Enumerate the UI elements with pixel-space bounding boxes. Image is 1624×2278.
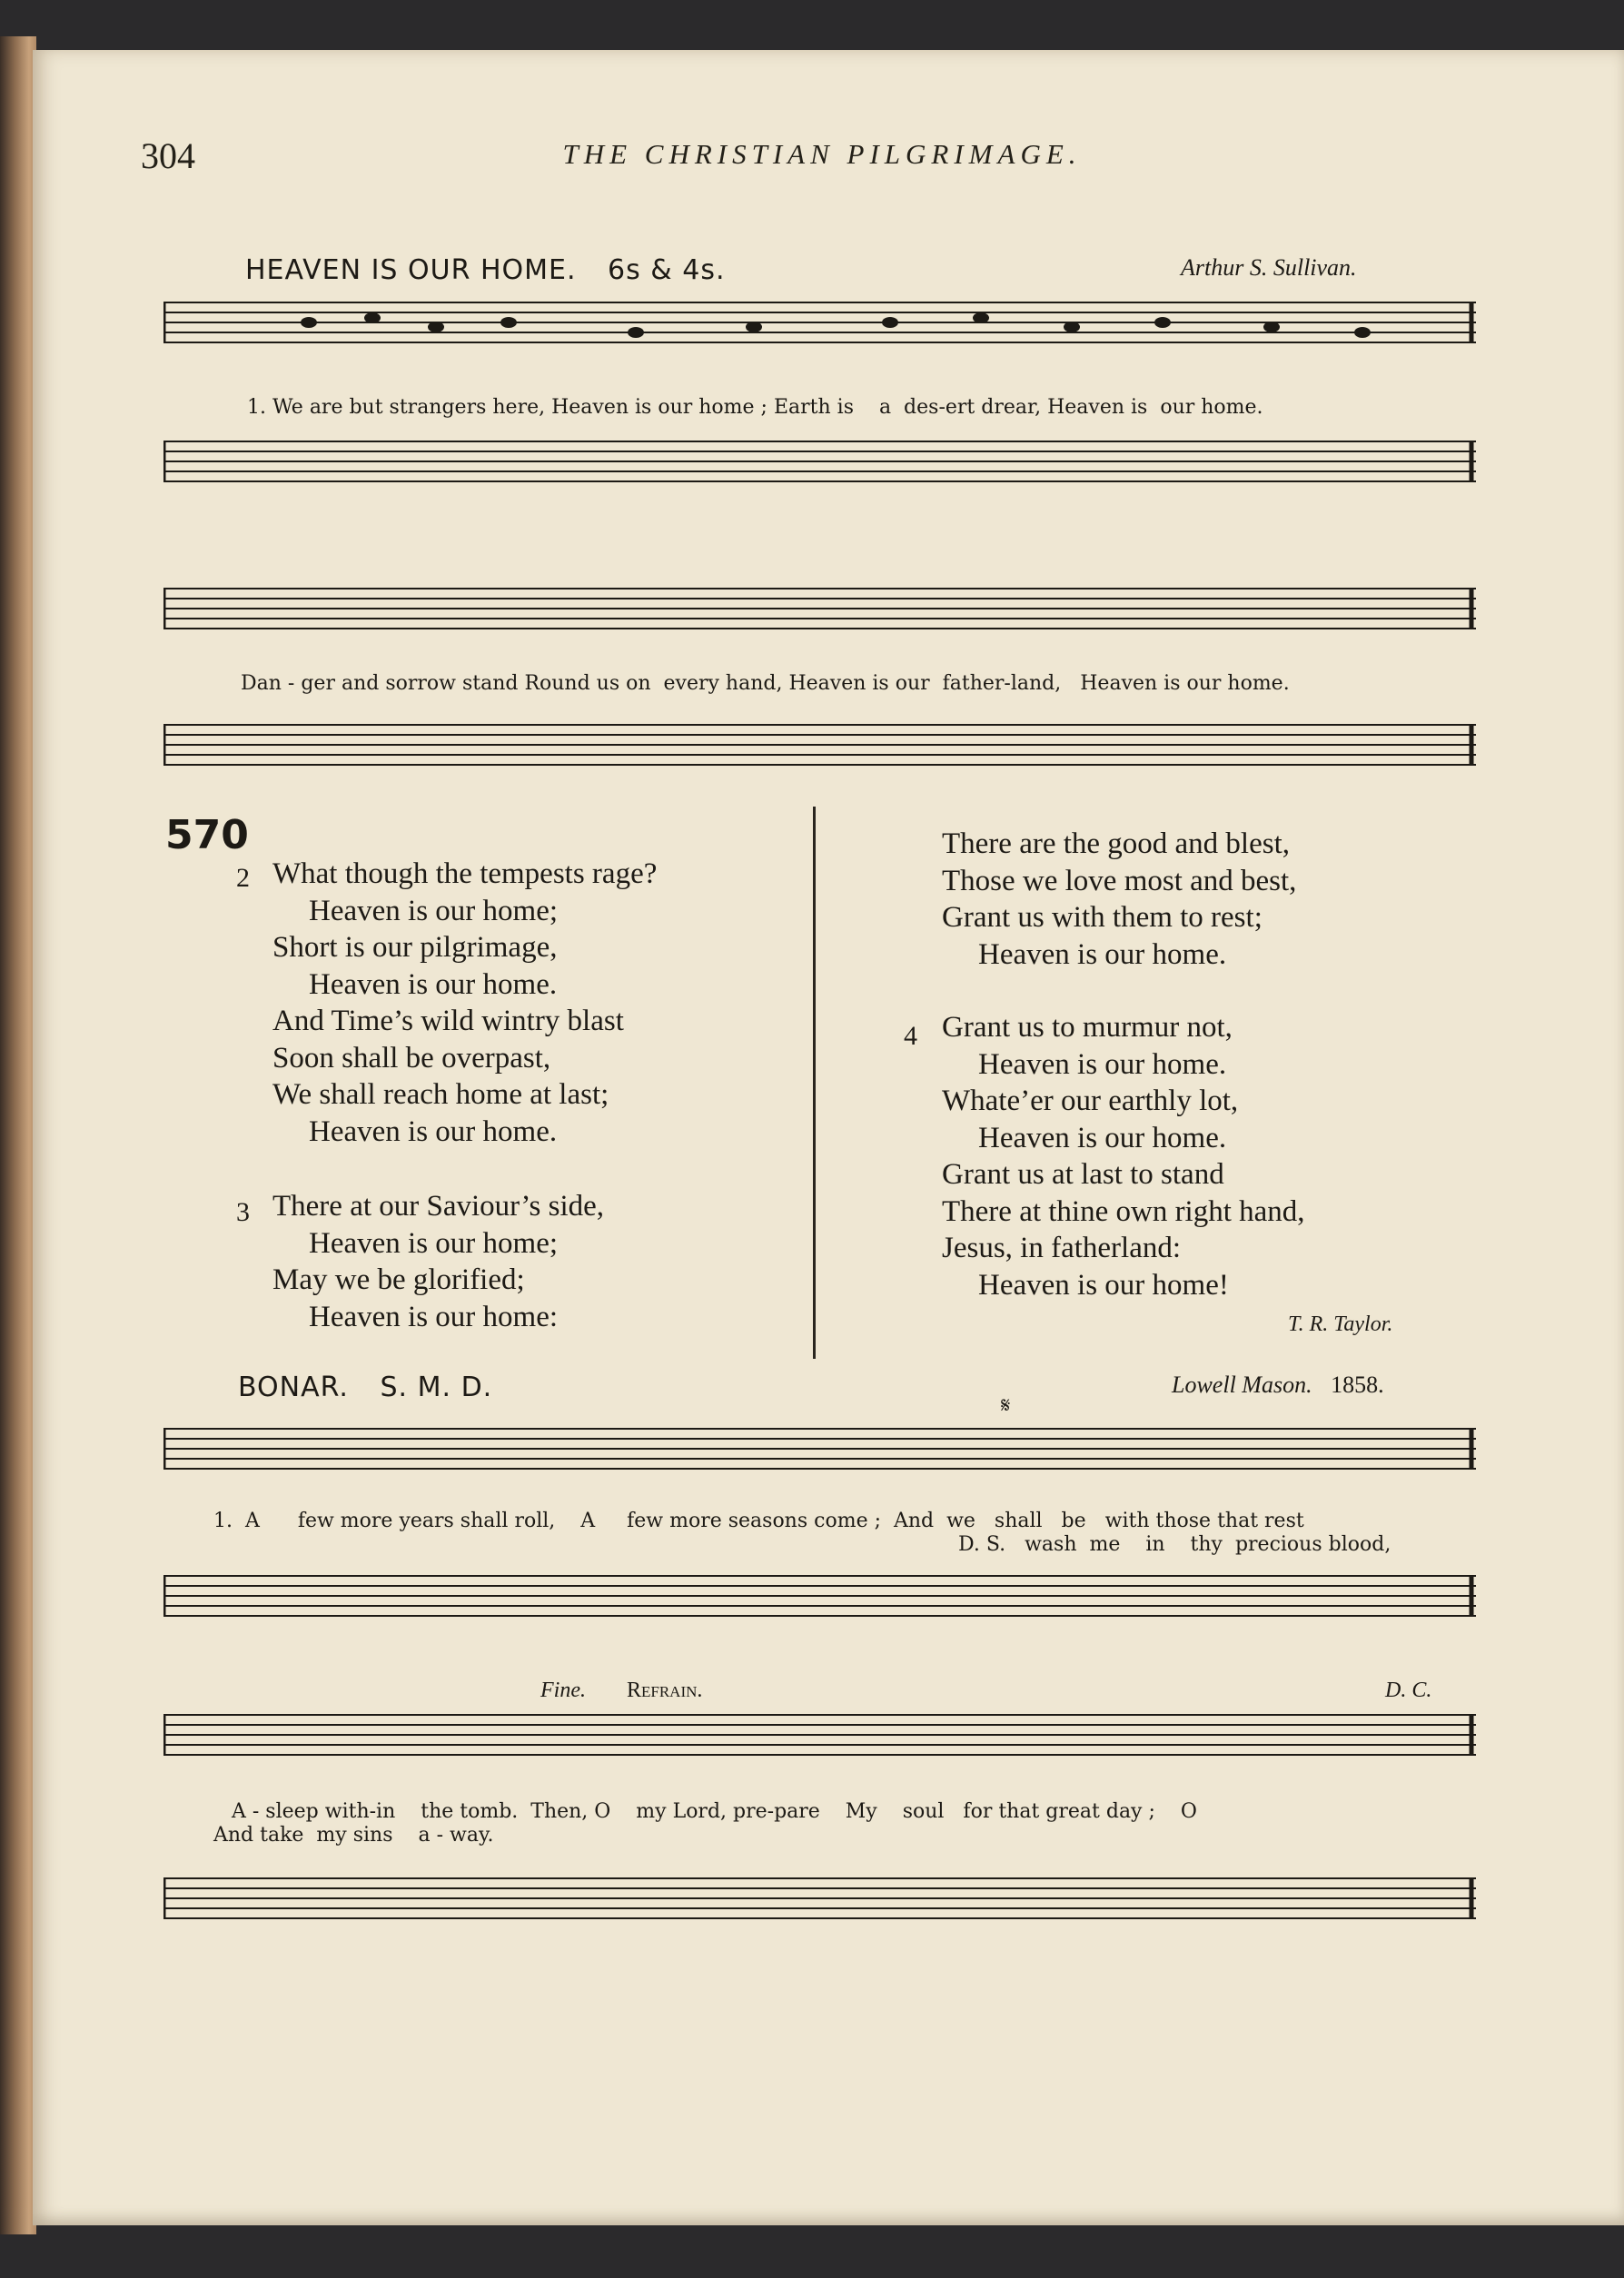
- lyric-line: A - sleep with-in the tomb. Then, O my Lord, pre-pare My soul for that great day ; O: [232, 1800, 1197, 1823]
- verse-line: Heaven is our home.: [978, 937, 1227, 971]
- verse-line: Heaven is our home!: [978, 1268, 1229, 1302]
- verse-line: Grant us to murmur not,: [942, 1011, 1233, 1044]
- verse-line: Heaven is our home.: [309, 967, 558, 1001]
- segno-sign: 𝄋: [1001, 1394, 1011, 1418]
- tune-meter: S. M. D.: [380, 1372, 493, 1403]
- dc-marker: D. C.: [1385, 1679, 1432, 1702]
- music-system-2-bass: [163, 718, 1476, 781]
- music-system-1: [163, 295, 1476, 441]
- verse-number: 3: [236, 1197, 250, 1227]
- verse-line: Heaven is our home.: [309, 1114, 558, 1148]
- tune-name: HEAVEN IS OUR HOME.: [245, 254, 577, 286]
- tune-title: [238, 1372, 492, 1403]
- verse-line: Soon shall be overpast,: [272, 1041, 551, 1075]
- verse-2: [272, 856, 657, 1150]
- verse-line: What though the tempests rage?: [272, 857, 658, 890]
- music-system-4-bass: [163, 1871, 1476, 1935]
- tune-composer: [1172, 1372, 1384, 1399]
- verse-line: Heaven is our home.: [978, 1121, 1227, 1154]
- composer-year: 1858.: [1331, 1372, 1384, 1398]
- book-spine-edge: [0, 36, 36, 2234]
- verse-line: And Time’s wild wintry blast: [272, 1005, 624, 1037]
- tune-meter: 6s & 4s.: [608, 254, 726, 286]
- tune-title: [245, 254, 725, 286]
- tune-name: BONAR.: [238, 1372, 349, 1403]
- refrain-marker: Refrain.: [627, 1679, 703, 1702]
- music-system-1-bass: [163, 434, 1476, 498]
- fine-marker: Fine.: [540, 1679, 586, 1702]
- verse-line: Short is our pilgrimage,: [272, 931, 558, 964]
- verse-line: Those we love most and best,: [942, 864, 1297, 897]
- running-title: THE CHRISTIAN PILGRIMAGE.: [562, 138, 1082, 170]
- music-system-2: [163, 581, 1476, 645]
- verse-line: Heaven is our home;: [309, 1226, 559, 1260]
- verse-line: There at thine own right hand,: [942, 1194, 1305, 1228]
- verse-line: Jesus, in fatherland:: [942, 1232, 1182, 1264]
- verse-line: Heaven is our home:: [309, 1300, 559, 1333]
- column-divider: [813, 807, 816, 1359]
- music-system-3-bass: [163, 1569, 1476, 1632]
- verse-line: Grant us with them to rest;: [942, 901, 1263, 934]
- verse-4: [942, 1009, 1305, 1303]
- verse-line: Heaven is our home;: [309, 894, 559, 927]
- verse-number: 2: [236, 863, 250, 893]
- verse-3: [272, 1188, 604, 1335]
- lyric-line: 1. A few more years shall roll, A few more seasons come ; And we shall be with those that rest: [213, 1510, 1304, 1532]
- composer-name: Lowell Mason.: [1172, 1372, 1312, 1398]
- lyric-line: Dan - ger and sorrow stand Round us on every hand, Heaven is our father-land, Heaven is our home.: [241, 672, 1290, 695]
- hymn-number: 570: [165, 812, 249, 858]
- verse-line: There are the good and blest,: [942, 827, 1291, 860]
- verse-line: Heaven is our home.: [978, 1047, 1227, 1081]
- verse-number: 4: [904, 1021, 917, 1051]
- verse-line: Grant us at last to stand: [942, 1158, 1224, 1191]
- verse-3-continued: [942, 826, 1296, 973]
- verse-line: May we be glorified;: [272, 1263, 525, 1296]
- verse-line: Whate’er our earthly lot,: [942, 1085, 1239, 1117]
- lyric-line: And take my sins a - way.: [213, 1824, 494, 1847]
- music-system-4: [163, 1708, 1476, 1771]
- verse-line: There at our Saviour’s side,: [272, 1190, 605, 1223]
- hymn-author: T. R. Taylor.: [1288, 1312, 1393, 1336]
- verse-line: We shall reach home at last;: [272, 1078, 609, 1111]
- page-number: 304: [141, 135, 195, 176]
- lyric-line: 1. We are but strangers here, Heaven is our home ; Earth is a des-ert drear, Heaven is our home.: [247, 396, 1263, 419]
- tune-composer: Arthur S. Sullivan.: [1181, 254, 1357, 281]
- lyric-line-ds: D. S. wash me in thy precious blood,: [958, 1533, 1391, 1556]
- music-system-3: [163, 1421, 1476, 1485]
